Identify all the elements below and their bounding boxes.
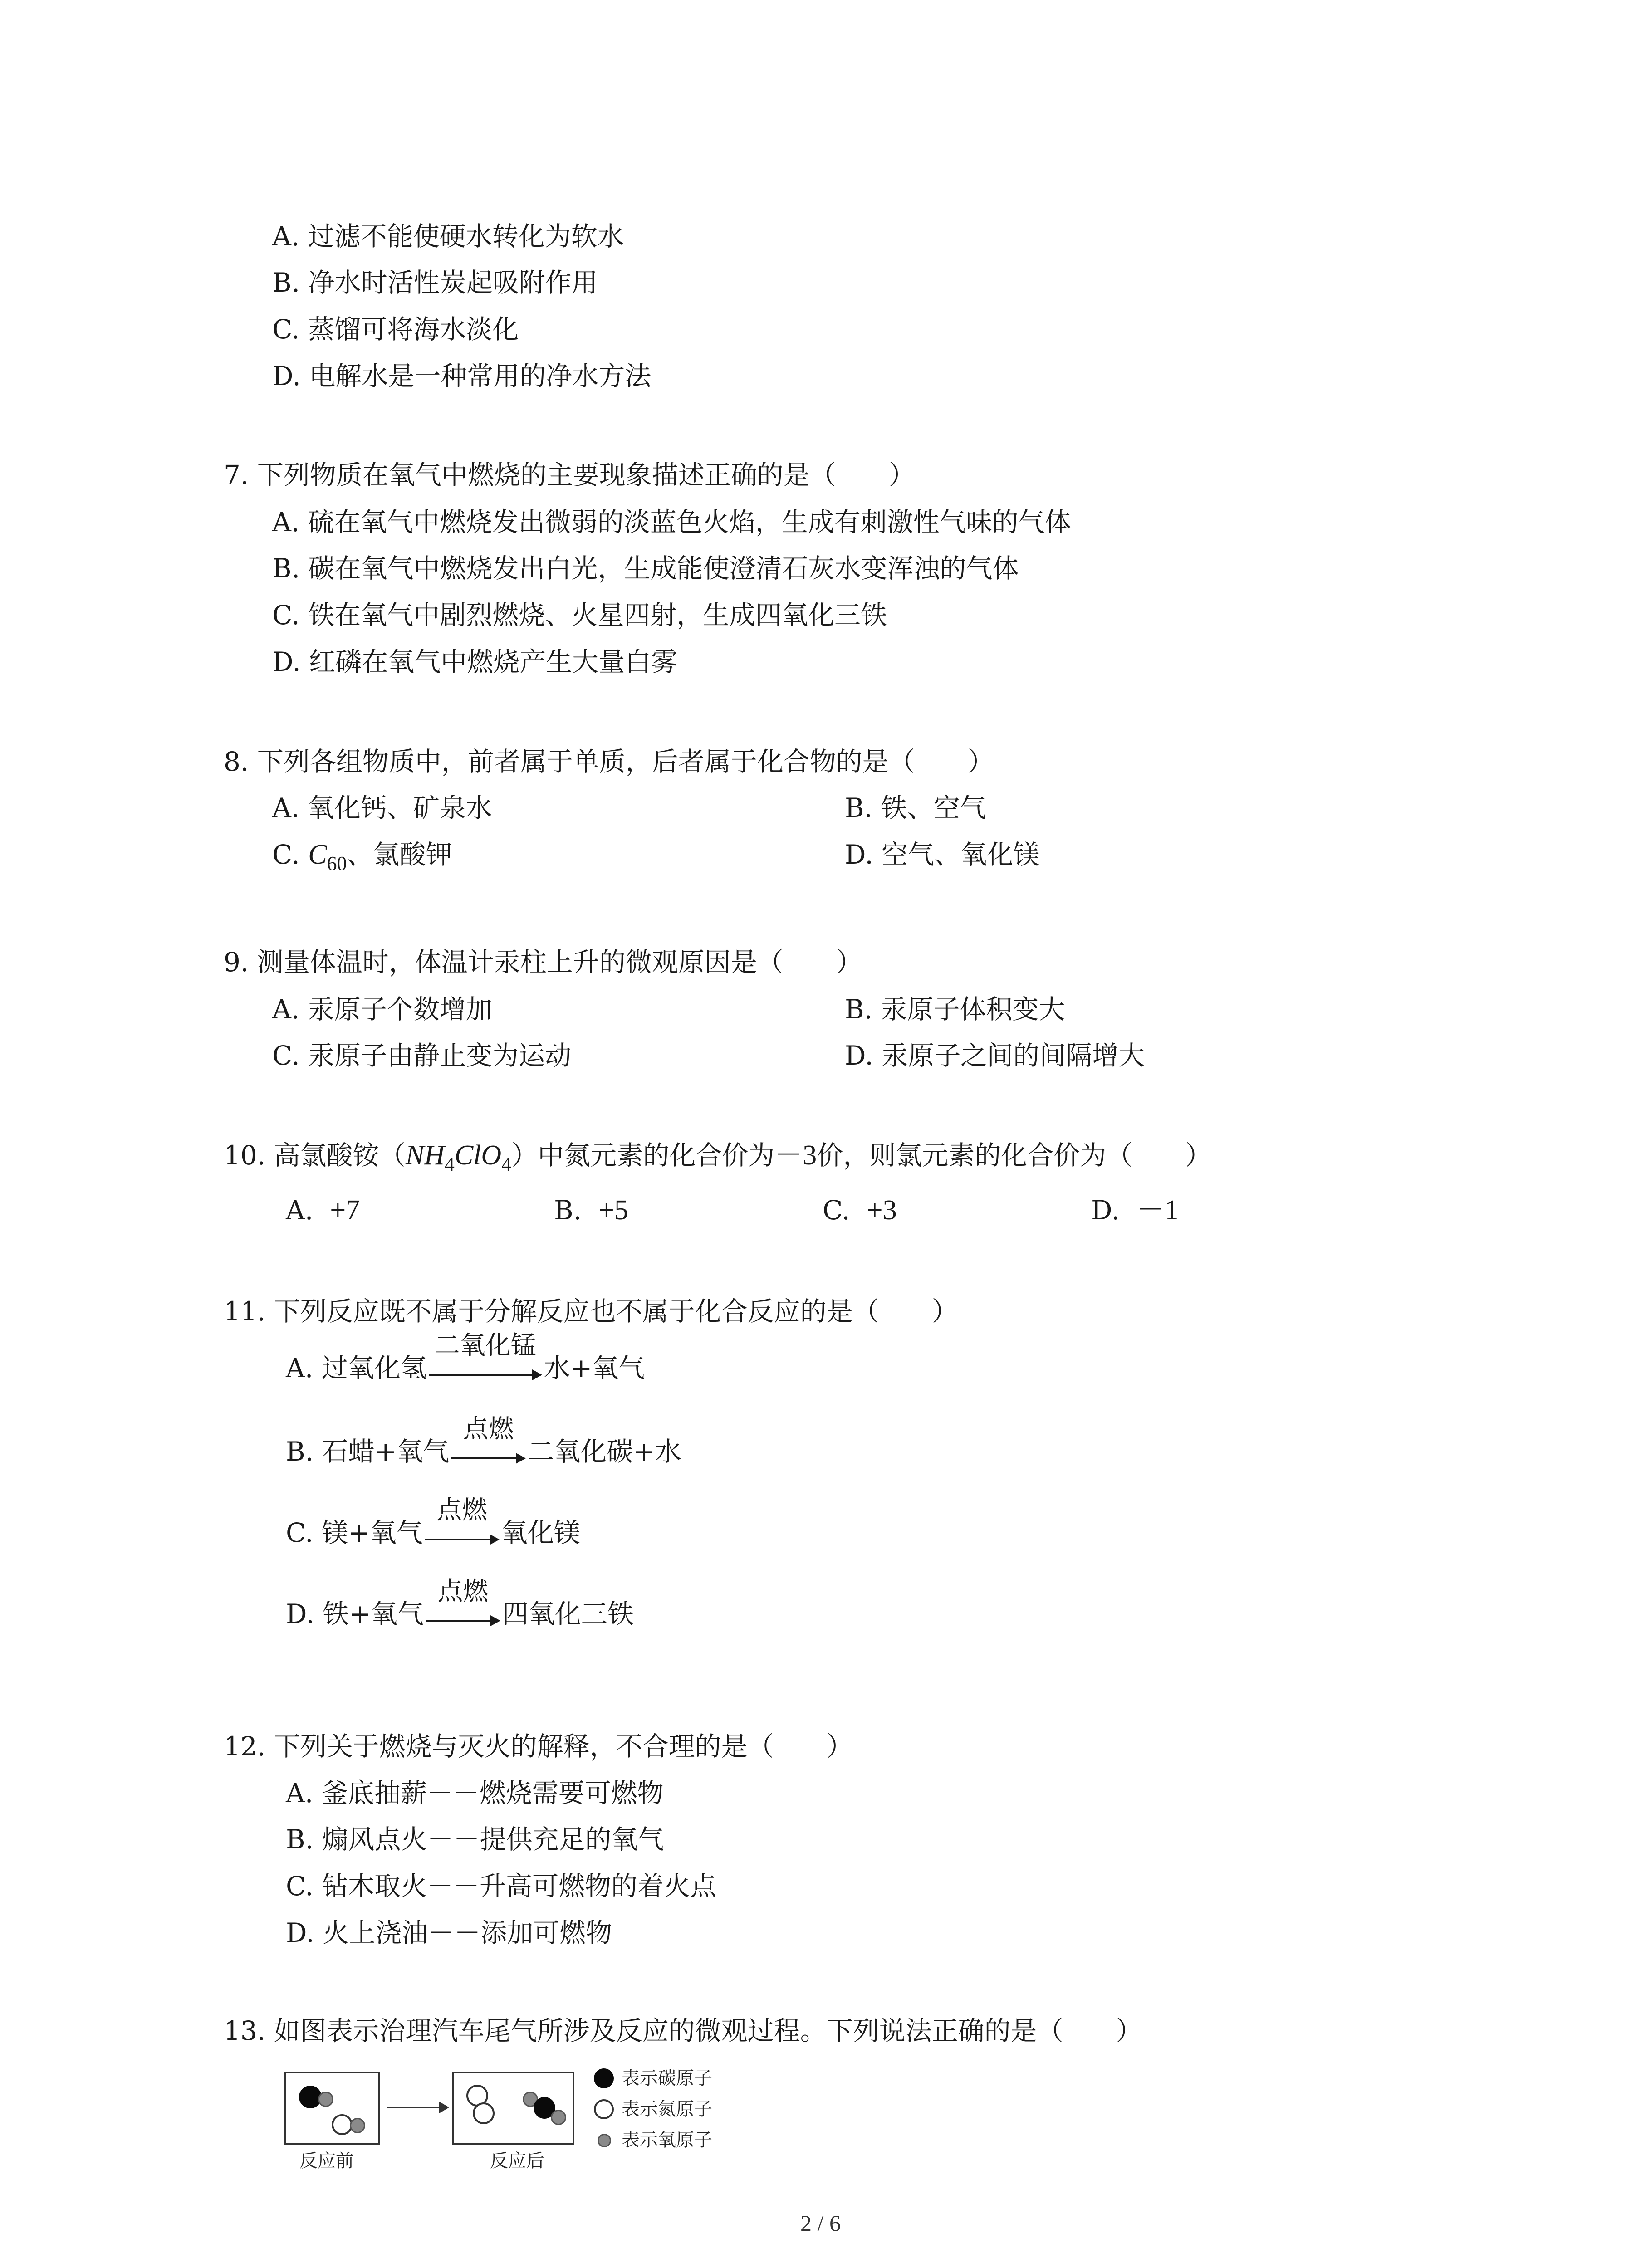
reaction-arrow: 点燃 bbox=[426, 1600, 500, 1633]
nitrogen-atom bbox=[473, 2102, 495, 2124]
q7-option-b: B. 碳在氧气中燃烧发出白光，生成能使澄清石灰水变浑浊的气体 bbox=[272, 553, 1019, 584]
q12-option-b: B. 煽风点火－－提供充足的氧气 bbox=[286, 1824, 664, 1855]
nitrogen-valence: －3 bbox=[774, 1140, 817, 1171]
process-arrow-head bbox=[439, 2102, 449, 2113]
q11-option-b: B. 石蜡+氧气 点燃 二氧化碳+水 bbox=[286, 1435, 681, 1470]
q12-option-c: C. 钻木取火－－升高可燃物的着火点 bbox=[286, 1871, 717, 1901]
q8-option-c bbox=[272, 838, 452, 880]
q9-stem: 9. 测量体温时，体温计汞柱上升的微观原因是（ ） bbox=[224, 947, 862, 978]
legend-oxygen-label: 表示氧原子 bbox=[622, 2130, 712, 2151]
legend-nitrogen-label: 表示氮原子 bbox=[622, 2099, 712, 2120]
q12-option-d: D. 火上浇油－－添加可燃物 bbox=[286, 1917, 612, 1948]
reaction-arrow: 点燃 bbox=[425, 1519, 500, 1551]
q10-option-b: B. +5 bbox=[554, 1195, 628, 1226]
q10-option-a: A. +7 bbox=[286, 1195, 360, 1226]
q7-option-d: D. 红磷在氧气中燃烧产生大量白雾 bbox=[272, 646, 678, 677]
q11-option-a: A. 过氧化氢 二氧化锰 水+氧气 bbox=[286, 1352, 645, 1387]
q8-option-c-label: C. bbox=[272, 839, 309, 870]
q6-option-a: A. 过滤不能使硬水转化为软水 bbox=[272, 221, 624, 252]
q6-option-b: B. 净水时活性炭起吸附作用 bbox=[272, 267, 598, 298]
oxygen-atom bbox=[551, 2110, 566, 2125]
q10-option-d: D. －1 bbox=[1091, 1195, 1179, 1226]
q11-stem: 11. 下列反应既不属于分解反应也不属于化合反应的是（ ） bbox=[224, 1296, 958, 1327]
q13-stem: 13. 如图表示治理汽车尾气所涉及反应的微观过程。下列说法正确的是（ ） bbox=[224, 2015, 1142, 2046]
before-box bbox=[284, 2072, 380, 2145]
legend-nitrogen-icon bbox=[594, 2099, 614, 2119]
q8-stem: 8. 下列各组物质中，前者属于单质，后者属于化合物的是（ ） bbox=[224, 746, 994, 777]
after-label: 反应后 bbox=[490, 2151, 544, 2171]
q10-option-c: C. +3 bbox=[823, 1195, 897, 1226]
q9-option-c: C. 汞原子由静止变为运动 bbox=[272, 1040, 572, 1071]
nh4clo4-formula: $NH_4ClO_4$ bbox=[405, 1140, 512, 1175]
q8-option-b: B. 铁、空气 bbox=[845, 792, 986, 823]
q10-stem: 10. 高氯酸铵$(NH_4ClO_4)$中氮元素的化合价为－3价，则氯元素的化合价为（ ） bbox=[224, 1140, 1212, 1175]
reaction-arrow: 二氧化锰 bbox=[429, 1354, 542, 1387]
oxygen-atom bbox=[350, 2118, 365, 2133]
q9-option-a: A. 汞原子个数增加 bbox=[272, 994, 492, 1025]
q9-option-d: D. 汞原子之间的间隔增大 bbox=[845, 1040, 1145, 1071]
q7-option-a: A. 硫在氧气中燃烧发出微弱的淡蓝色火焰，生成有刺激性气味的气体 bbox=[272, 507, 1071, 538]
q12-option-a: A. 釜底抽薪－－燃烧需要可燃物 bbox=[286, 1778, 664, 1809]
q11-option-c: C. 镁+氧气 点燃 氧化镁 bbox=[286, 1516, 580, 1551]
q7-stem: 7. 下列物质在氧气中燃烧的主要现象描述正确的是（ ） bbox=[224, 459, 915, 490]
q11-option-d: D. 铁+氧气 点燃 四氧化三铁 bbox=[286, 1598, 634, 1633]
q9-option-b: B. 汞原子体积变大 bbox=[845, 994, 1065, 1025]
q8-option-a: A. 氧化钙、矿泉水 bbox=[272, 792, 492, 823]
after-box bbox=[452, 2072, 574, 2145]
q7-option-c: C. 铁在氧气中剧烈燃烧、火星四射，生成四氧化三铁 bbox=[272, 600, 887, 631]
legend-oxygen-icon bbox=[598, 2134, 611, 2147]
legend-carbon-icon bbox=[594, 2068, 614, 2088]
legend-carbon-label: 表示碳原子 bbox=[622, 2068, 712, 2089]
c60-formula: $C_{60}$ bbox=[308, 839, 347, 875]
q6-option-c: C. 蒸馏可将海水淡化 bbox=[272, 314, 519, 345]
q8-option-c-text: 、氯酸钾 bbox=[347, 839, 452, 870]
process-arrow-shaft bbox=[387, 2107, 441, 2108]
before-label: 反应前 bbox=[299, 2151, 354, 2171]
q6-option-d: D. 电解水是一种常用的净水方法 bbox=[272, 361, 652, 391]
q12-stem: 12. 下列关于燃烧与灭火的解释，不合理的是（ ） bbox=[224, 1731, 853, 1762]
oxygen-atom bbox=[318, 2092, 333, 2107]
page-number: 2 / 6 bbox=[800, 2210, 841, 2236]
q8-option-d: D. 空气、氧化镁 bbox=[845, 839, 1040, 870]
reaction-arrow: 点燃 bbox=[451, 1437, 526, 1470]
